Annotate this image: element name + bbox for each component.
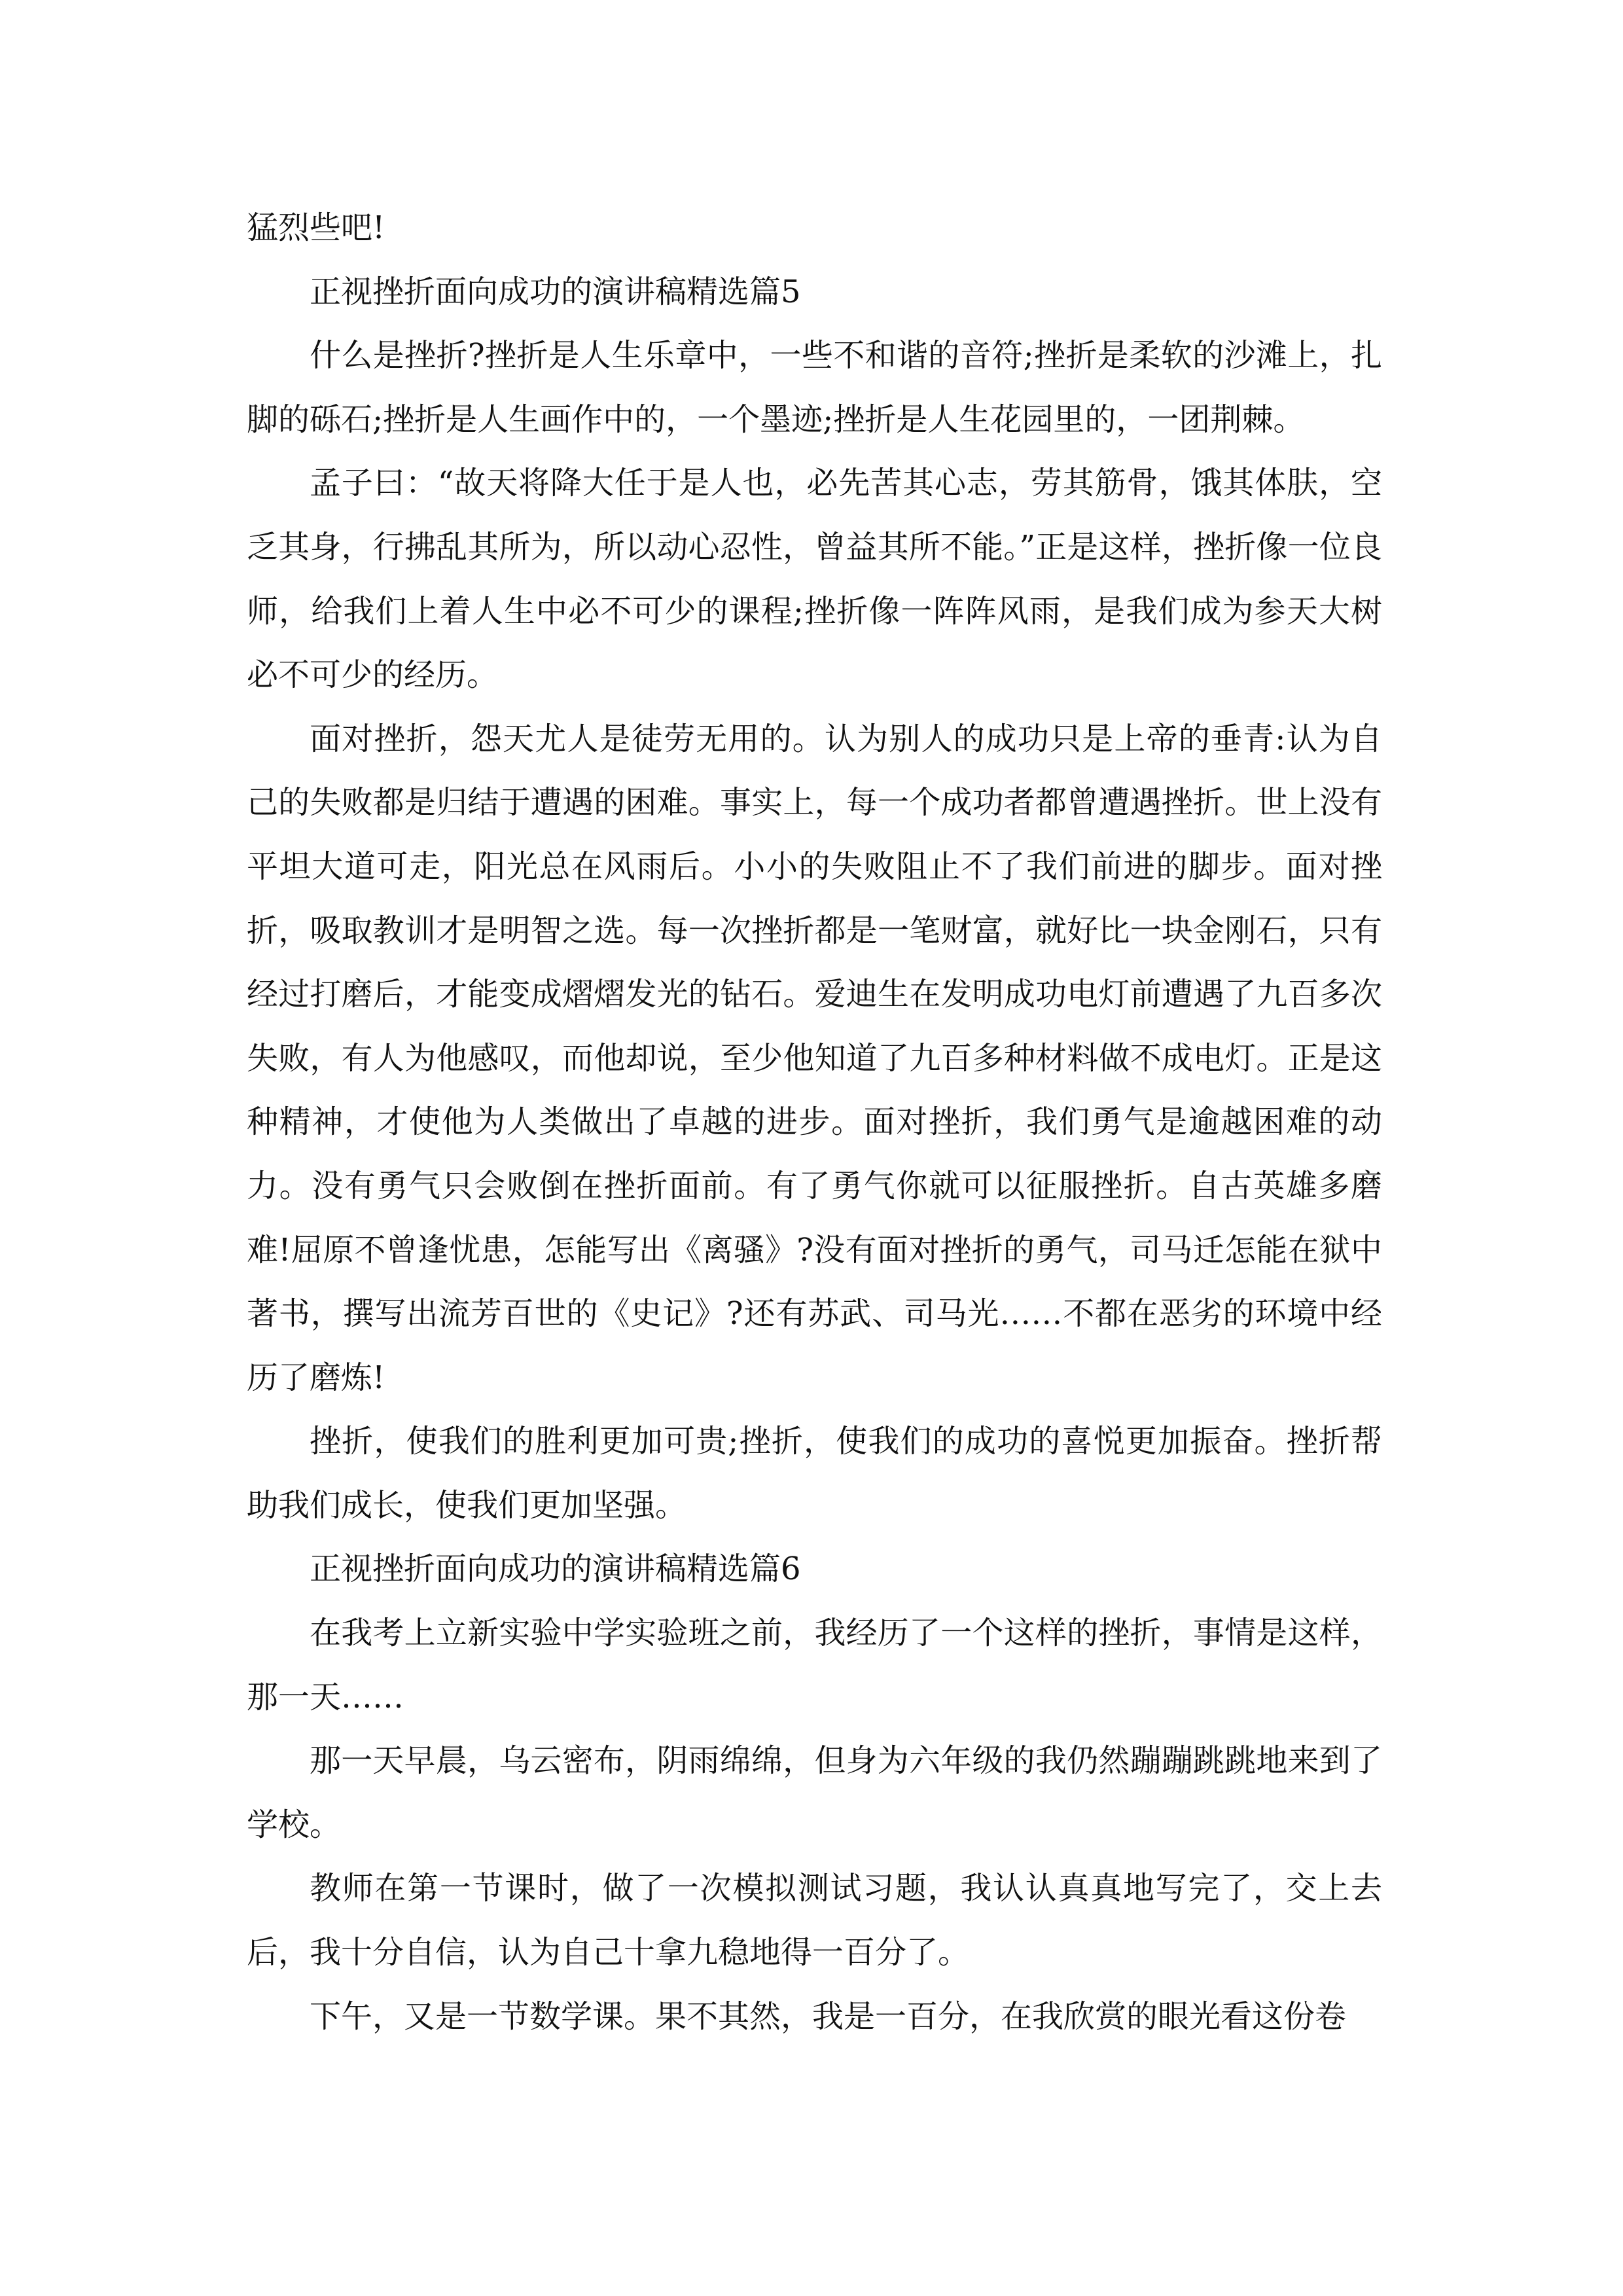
paragraph-continuation: 猛烈些吧!: [247, 209, 385, 246]
paragraph: 下午，又是一节数学课。果不其然，我是一百分，在我欣赏的眼光看这份卷: [310, 1998, 1347, 2035]
document-body: [247, 196, 1382, 2049]
section-heading-5: 正视挫折面向成功的演讲稿精选篇5: [310, 273, 801, 310]
paragraph: 那一天早晨，乌云密布，阴雨绵绵，但身为六年级的我仍然蹦蹦跳跳地来到了学校。: [247, 1742, 1382, 1843]
paragraph: 教师在第一节课时，做了一次模拟测试习题，我认认真真地写完了，交上去后，我十分自信，认为自己十拿九稳地得一百分了。: [247, 1870, 1382, 1971]
paragraph: 挫折，使我们的胜利更加可贵;挫折，使我们的成功的喜悦更加振奋。挫折帮助我们成长，使我们更加坚强。: [247, 1423, 1382, 1524]
paragraph: 什么是挫折?挫折是人生乐章中，一些不和谐的音符;挫折是柔软的沙滩上，扎脚的砾石;挫折是人生画作中的，一个墨迹;挫折是人生花园里的，一团荆棘。: [247, 337, 1382, 438]
section-heading-6: 正视挫折面向成功的演讲稿精选篇6: [310, 1551, 801, 1588]
paragraph: 面对挫折，怨天尤人是徒劳无用的。认为别人的成功只是上帝的垂青:认为自己的失败都是归结于遭遇的困难。事实上，每一个成功者都曾遭遇挫折。世上没有平坦大道可走，阳光总在风雨后。小小的失败阻止不了我们前进的脚步。面对挫折，吸取教训才是明智之选。每一次挫折都是一笔财富，就好比一块金刚石，只有经过打磨后，才能变成熠熠发光的钻石。爱迪生在发明成功电灯前遭遇了九百多次失败，有人为他感叹，而他却说，至少他知道了九百多种材料做不成电灯。正是这种精神，才使他为人类做出了卓越的进步。面对挫折，我们勇气是逾越困难的动力。没有勇气只会败倒在挫折面前。有了勇气你就可以征服挫折。自古英雄多磨难!屈原不曾逢忧患，怎能写出《离骚》?没有面对挫折的勇气，司马迁怎能在狱中著书，撰写出流芳百世的《史记》?还有苏武、司马光……不都在恶劣的环境中经历了磨炼!: [247, 720, 1382, 1396]
paragraph: 在我考上立新实验中学实验班之前，我经历了一个这样的挫折，事情是这样，那一天……: [247, 1615, 1382, 1715]
paragraph: 孟子曰：“故天将降大任于是人也，必先苦其心志，劳其筋骨，饿其体肤，空乏其身，行拂乱其所为，所以动心忍性，曾益其所不能。”正是这样，挫折像一位良师，给我们上着人生中必不可少的课程;挫折像一阵阵风雨，是我们成为参天大树必不可少的经历。: [247, 465, 1382, 694]
